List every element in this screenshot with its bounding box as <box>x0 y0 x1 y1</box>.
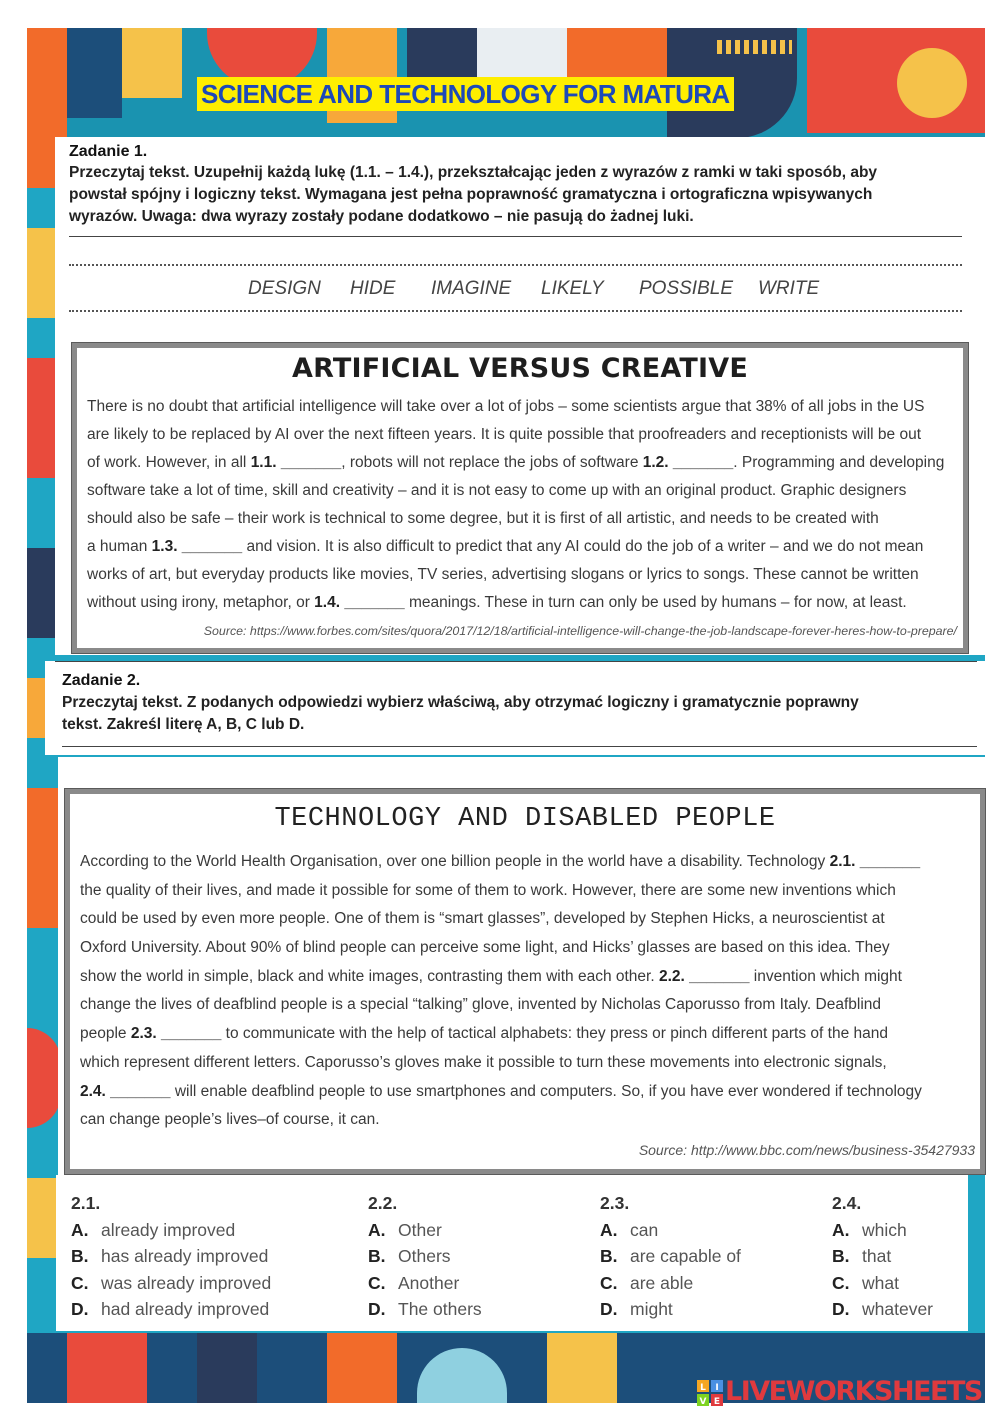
option-2-2-c[interactable] <box>368 1271 482 1297</box>
gap-1-3[interactable]: 1.3. _______ <box>151 538 243 555</box>
option-2-1-a[interactable] <box>71 1218 271 1244</box>
text-segment: and vision. It is also difficult to predict that any AI could do the job of a writer – and we do not mean <box>242 538 924 555</box>
word-write: WRITE <box>758 278 820 299</box>
option-2-4-c[interactable] <box>832 1271 933 1297</box>
deco-footer-dark <box>197 1333 257 1403</box>
option-2-2-a[interactable] <box>368 1218 482 1244</box>
option-text: are capable of <box>630 1246 741 1267</box>
question-2-2 <box>368 1191 482 1323</box>
question-number: 2.1. <box>71 1193 101 1213</box>
text-segment: . Programming and developing <box>733 454 945 471</box>
text-line <box>80 851 922 880</box>
task2-heading: Zadanie 2. <box>62 672 141 689</box>
divider <box>55 661 977 662</box>
option-text: can <box>630 1220 659 1240</box>
text-body <box>80 851 922 1138</box>
task1-heading: Zadanie 1. <box>69 143 148 160</box>
question-number: 2.3. <box>600 1193 630 1213</box>
page-title: SCIENCE AND TECHNOLOGY FOR MATURA <box>197 77 734 111</box>
option-letter: A. <box>368 1220 386 1240</box>
option-2-3-c[interactable] <box>600 1271 741 1297</box>
option-letter: B. <box>71 1246 89 1267</box>
text-line <box>87 452 944 480</box>
task2-instruction-line: tekst. Zakreśl literę A, B, C lub D. <box>62 716 305 733</box>
option-text: The others <box>398 1298 482 1319</box>
deco-left-yellow-2 <box>27 1178 57 1258</box>
option-letter: C. <box>600 1272 618 1293</box>
deco-left-yellow <box>27 228 55 318</box>
option-2-2-d[interactable] <box>368 1297 482 1323</box>
option-2-3-a[interactable] <box>600 1218 741 1244</box>
option-text: what <box>862 1272 899 1293</box>
logo-text: LIVEWORKSHEETS <box>725 1376 982 1407</box>
option-2-3-d[interactable] <box>600 1297 741 1323</box>
liveworksheets-logo-icon <box>697 1380 723 1406</box>
option-text: Other <box>398 1220 442 1240</box>
option-letter: A. <box>600 1220 618 1240</box>
option-text: Another <box>398 1272 460 1293</box>
deco-footer-orange <box>327 1333 397 1403</box>
text-box-technology-and-disabled-people <box>65 789 985 1174</box>
source-citation: Source: http://www.bbc.com/news/business-35427933 <box>638 1142 975 1158</box>
question-2-4 <box>832 1191 933 1323</box>
option-text: are able <box>630 1272 694 1293</box>
text-segment: to communicate with the help of tactical alphabets: they press or pinch different parts of the hand <box>221 1025 888 1043</box>
option-letter: B. <box>368 1246 386 1267</box>
task2-instructions <box>62 692 977 736</box>
word-hide: HIDE <box>350 278 396 299</box>
text-segment: show the world in simple, black and white images, contrasting them with each other. <box>80 967 659 985</box>
text-segment: of work. However, in all <box>87 454 251 471</box>
text-segment: meanings. These in turn can only be used by humans – for now, at least. <box>404 594 907 611</box>
deco-left-amber <box>27 678 47 738</box>
gap-2-4[interactable]: 2.4. _______ <box>80 1082 171 1100</box>
question-number: 2.2. <box>368 1193 398 1213</box>
option-text: already improved <box>101 1220 236 1240</box>
option-text: whatever <box>862 1298 934 1319</box>
text-segment: without using irony, metaphor, or <box>87 594 315 611</box>
option-letter: A. <box>71 1220 89 1240</box>
question-2-1 <box>71 1191 271 1323</box>
text-line: could be used by even more people. One of them is “smart glasses”, developed by Stephen Hicks, a neuroscientist at <box>80 910 885 928</box>
text-segment: invention which might <box>749 967 902 985</box>
text-title: TECHNOLOGY AND DISABLED PEOPLE <box>274 804 776 834</box>
deco-ruler <box>717 40 792 54</box>
deco-left-dark <box>27 548 57 638</box>
logo-mark-letter: I <box>715 1383 719 1393</box>
task1-instructions <box>69 162 962 228</box>
text-segment: According to the World Health Organisation, over one billion people in the world have a disability. Technology <box>80 853 830 870</box>
answer-options-panel <box>56 1175 968 1331</box>
text-box-artificial-vs-creative <box>72 343 968 653</box>
option-2-3-b[interactable] <box>600 1244 741 1270</box>
question-2-3 <box>600 1191 741 1323</box>
text-line <box>80 1081 922 1110</box>
word-design: DESIGN <box>248 278 321 299</box>
word-box-top-border <box>69 264 962 266</box>
text-line: works of art, but everyday products like movies, TV series, advertising slogans or lyrics to songs. These cannot be written <box>87 566 919 583</box>
source-citation: Source: https://www.forbes.com/sites/quora/2017/12/18/artificial-intelligence-will-change-the-job-landscape-forever-heres-how-to-prepare/ <box>203 624 957 638</box>
text-line: Oxford University. About 90% of blind people can perceive some light, and Hicks’ glasses are based on this idea. They <box>80 939 890 957</box>
option-2-4-a[interactable] <box>832 1218 933 1244</box>
gap-1-2[interactable]: 1.2. _______ <box>642 454 734 471</box>
word-imagine: IMAGINE <box>431 278 512 299</box>
text-line: There is no doubt that artificial intelligence will take over a lot of jobs – some scientists argue that 38% of all jobs in the US <box>87 398 925 415</box>
option-text: which <box>862 1220 907 1240</box>
option-letter: D. <box>600 1298 618 1319</box>
text-line: should also be safe – their work is technical to some degree, but it is first of all artistic, and needs to be created with <box>87 510 879 527</box>
option-text: has already improved <box>101 1246 269 1267</box>
word-likely: LIKELY <box>541 278 604 299</box>
option-text: might <box>630 1298 673 1319</box>
deco-yellow-circle <box>897 48 967 118</box>
option-2-1-b[interactable] <box>71 1244 271 1270</box>
text-line: change the lives of deafblind people is a special “talking” glove, invented by Nicholas Caporusso from Italy. Deafblind <box>80 996 881 1014</box>
gap-2-3[interactable]: 2.3. _______ <box>130 1025 222 1043</box>
logo-mark-letter: V <box>699 1397 707 1406</box>
text-title: ARTIFICIAL VERSUS CREATIVE <box>292 353 748 384</box>
option-2-4-d[interactable] <box>832 1297 933 1323</box>
option-letter: D. <box>71 1298 89 1319</box>
word-possible: POSSIBLE <box>639 278 733 299</box>
option-letter: A. <box>832 1220 850 1240</box>
option-text: was already improved <box>101 1272 272 1293</box>
deco-yellow-block <box>122 28 182 98</box>
text-line: which represent different letters. Caporusso’s gloves make it possible to turn these movements into electronic signals, <box>80 1053 887 1071</box>
divider <box>62 746 977 747</box>
option-2-4-b[interactable] <box>832 1244 933 1270</box>
option-text: Others <box>398 1246 451 1267</box>
deco-left-orange <box>27 788 59 928</box>
text-line <box>80 966 922 995</box>
deco-footer-red <box>67 1333 147 1403</box>
option-text: that <box>862 1246 892 1267</box>
deco-left-red <box>27 358 55 478</box>
task1-instruction-line: powstał spójny i logiczny tekst. Wymagana jest pełna poprawność gramatyczna i ortograficzna wpisywanych <box>69 186 873 203</box>
text-line: are likely to be replaced by AI over the next fifteen years. It is quite possible that proofreaders and receptionists will be out <box>87 426 922 443</box>
text-line <box>80 1023 922 1052</box>
word-box-bottom-border <box>69 310 962 312</box>
option-letter: D. <box>832 1298 850 1319</box>
gap-2-2[interactable]: 2.2. _______ <box>658 967 750 985</box>
text-line <box>87 536 944 564</box>
task1-instruction-line: wyrazów. Uwaga: dwa wyrazy zostały podane dodatkowo – nie pasują do żadnej luki. <box>69 208 694 225</box>
deco-navy-block <box>67 28 122 118</box>
deco-left-red-round <box>27 1028 61 1128</box>
option-letter: B. <box>832 1246 850 1267</box>
text-body <box>87 396 944 620</box>
option-text: had already improved <box>101 1298 270 1319</box>
task1-instruction-line: Przeczytaj tekst. Uzupełnij każdą lukę (1.1. – 1.4.), przekształcając jeden z wyrazów z ramki w taki sposób, aby <box>69 164 878 181</box>
option-letter: B. <box>600 1246 618 1267</box>
option-letter: C. <box>368 1272 386 1293</box>
text-segment: , robots will not replace the jobs of software <box>341 454 643 471</box>
text-segment: will enable deafblind people to use smartphones and computers. So, if you have ever wondered if technology <box>170 1082 922 1100</box>
text-segment: a human <box>87 538 152 555</box>
option-2-2-b[interactable] <box>368 1244 482 1270</box>
text-line <box>87 592 944 620</box>
option-letter: C. <box>71 1272 89 1293</box>
gap-1-4[interactable]: 1.4. _______ <box>314 594 405 611</box>
text-line: the quality of their lives, and made it possible for some of them to work. However, there are some new inventions which <box>80 881 896 899</box>
option-2-1-d[interactable] <box>71 1297 271 1323</box>
gap-1-1[interactable]: 1.1. _______ <box>250 454 342 471</box>
gap-2-1[interactable]: 2.1. _______ <box>829 853 921 870</box>
logo-mark-letter: E <box>713 1397 721 1406</box>
option-letter: C. <box>832 1272 850 1293</box>
option-2-1-c[interactable] <box>71 1271 271 1297</box>
divider <box>69 236 962 237</box>
text-line: software take a lot of time, skill and creativity – and it is not easy to come up with an original product. Graphic designers <box>87 482 907 499</box>
logo-mark-letter: L <box>700 1383 706 1393</box>
question-number: 2.4. <box>832 1193 862 1213</box>
text-segment: people <box>80 1025 131 1043</box>
task2-instruction-line: Przeczytaj tekst. Z podanych odpowiedzi wybierz właściwą, aby otrzymać logiczny i gramatycznie poprawny <box>62 694 859 711</box>
deco-footer-yellow <box>547 1333 617 1403</box>
option-letter: D. <box>368 1298 386 1319</box>
text-line: can change people’s lives–of course, it can. <box>80 1111 380 1129</box>
